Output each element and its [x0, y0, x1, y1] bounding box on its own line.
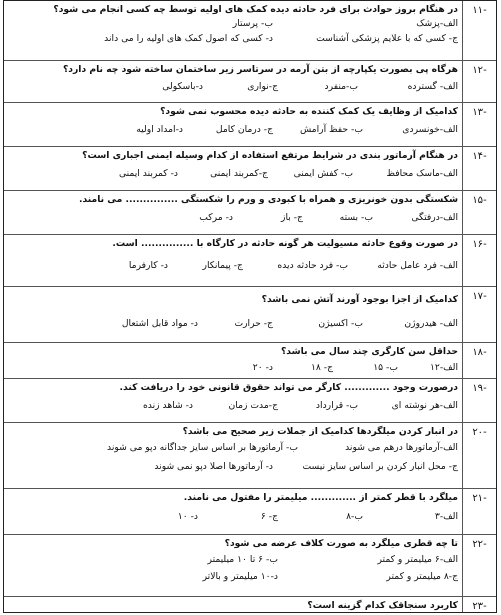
option-a[interactable]: الف-پزشک — [416, 18, 458, 29]
option-d[interactable]: د- کسی که اصول کمک های اولیه را می داند — [104, 33, 273, 44]
option-d[interactable]: د- کمربند ایمنی — [118, 168, 178, 179]
question-row — [4, 235, 496, 287]
question-number: -۱۹ — [462, 379, 496, 422]
option-a[interactable]: الف-۳ — [434, 511, 458, 522]
option-d[interactable]: د-۱۰ میلیمتر و بالاتر — [202, 571, 278, 582]
question-text: درصورت وجود ............. کارگر می تواند حقوق قانونی خود را دریافت کند. — [119, 382, 458, 393]
question-number: -۱۸ — [462, 343, 496, 378]
question-text: میلگرد با قطر کمتر از ............. میلیمتر را مفتول می نامند. — [183, 492, 458, 503]
option-d[interactable]: د- کارفرما — [128, 260, 168, 271]
option-c[interactable]: ج- حرارت — [234, 318, 273, 329]
question-row — [4, 61, 496, 103]
option-a[interactable]: الف- فرد عامل حادثه — [377, 260, 458, 271]
question-text: کاربرد سنجاقک کدام گزینه است؟ — [307, 600, 458, 611]
question-text: در هنگام آرماتور بندی در شرایط مرتفع استفاده از کدام وسیله ایمنی اجباری است؟ — [82, 150, 458, 161]
option-b[interactable]: ب- قرارداد — [315, 400, 358, 411]
exam-sheet — [3, 0, 497, 613]
question-row — [4, 103, 496, 147]
question-number: -۱۱ — [462, 1, 496, 60]
option-c[interactable]: ج- ۶ — [260, 511, 278, 522]
question-text: در هنگام بروز حوادث برای فرد حادثه دیده کمک های اولیه توسط چه کسی انجام می شود؟ — [53, 4, 458, 15]
option-a[interactable]: الف- گسترده — [407, 81, 458, 92]
question-text: تا چه قطری میلگرد به صورت کلاف عرضه می شود؟ — [224, 538, 458, 549]
option-d[interactable]: د-امداد اولیه — [136, 124, 183, 135]
option-b[interactable]: ب- پرستار — [232, 18, 273, 29]
question-number: -۲۱ — [462, 489, 496, 534]
question-text: حداقل سن کارگری چند سال می باشد؟ — [280, 346, 458, 357]
option-a[interactable]: الف-درفتگی — [411, 212, 458, 223]
question-row — [4, 343, 496, 379]
question-row — [4, 191, 496, 235]
option-b[interactable]: ب-منفرد — [324, 81, 358, 92]
question-row — [4, 423, 496, 489]
question-row — [4, 489, 496, 535]
option-a[interactable]: الف-۶ میلیمتر و کمتر — [377, 554, 458, 565]
question-row — [4, 1, 496, 61]
question-number: -۱۶ — [462, 235, 496, 286]
question-number: -۱۵ — [462, 191, 496, 234]
option-b[interactable]: ب-۸ — [346, 511, 363, 522]
option-c[interactable]: ج- باز — [281, 212, 303, 223]
option-d[interactable]: د- مواد قابل اشتعال — [121, 318, 198, 329]
option-c[interactable]: ج- محل انبار کردن بر اساس سایز نیست — [302, 461, 458, 472]
question-text: در انبار کردن میلگردها کدامیک از جملات زیر صحیح می باشد؟ — [182, 426, 458, 437]
option-d[interactable]: د- ۲۰ — [252, 362, 273, 373]
question-number: -۱۲ — [462, 61, 496, 102]
option-b[interactable]: ب- اکسیژن — [318, 318, 363, 329]
option-b[interactable]: ب- بسته — [339, 212, 373, 223]
option-d[interactable]: د- ۱۰ — [177, 511, 198, 522]
option-a[interactable]: الف-هر نوشته ای — [391, 400, 458, 411]
question-row — [4, 597, 496, 613]
question-number: -۲۳ — [462, 597, 496, 613]
question-row — [4, 379, 496, 423]
option-c[interactable]: ج-مدت زمان — [228, 400, 278, 411]
option-d[interactable]: د- مرکب — [199, 212, 233, 223]
option-b[interactable]: ب- ۱۵ — [373, 362, 398, 373]
question-row — [4, 287, 496, 343]
question-row — [4, 147, 496, 191]
option-d[interactable]: د- شاهد زنده — [142, 400, 193, 411]
question-text: هرگاه پی بصورت یکپارچه از بتن آرمه در سرتاسر زیر ساختمان ساخته شود چه نام دارد؟ — [62, 64, 458, 75]
option-c[interactable]: ج- کسی که با علایم پزشکی آشناست — [316, 33, 458, 44]
question-number: -۱۷ — [462, 287, 496, 342]
question-text: کدامیک از اجزا بوجود آورند آتش نمی باشد؟ — [261, 294, 458, 305]
option-a[interactable]: الف-۱۲ — [429, 362, 458, 373]
question-number: -۱۴ — [462, 147, 496, 190]
question-text: در صورت وقوع حادثه مسیولیت هر گونه حادثه در کارگاه با ............... است. — [112, 238, 458, 249]
option-c[interactable]: ج-۸ میلیمتر و کمتر — [386, 571, 458, 582]
option-a[interactable]: الف-خونسردی — [402, 124, 458, 135]
option-b[interactable]: ب- کفش ایمنی — [293, 168, 353, 179]
option-b[interactable]: ب- ۶ تا ۱۰ میلیمتر — [207, 554, 278, 565]
question-number: -۲۲ — [462, 535, 496, 596]
option-d[interactable]: د-باسکولی — [162, 81, 203, 92]
question-number: -۱۳ — [462, 103, 496, 146]
option-b[interactable]: ب- حفظ آرامش — [299, 124, 363, 135]
option-a[interactable]: الف-آرماتورها درهم می شوند — [345, 442, 458, 453]
option-a[interactable]: الف-ماسک محافظ — [386, 168, 458, 179]
option-c[interactable]: ج- درمان کامل — [215, 124, 273, 135]
question-row — [4, 535, 496, 597]
question-text: کدامیک از وظایف یک کمک کننده به حادثه دیده محسوب نمی شود؟ — [160, 106, 458, 117]
option-c[interactable]: ج- پیمانکار — [202, 260, 243, 271]
option-b[interactable]: ب- آرماتورها بر اساس سایز جداگانه دپو می شوند — [107, 442, 298, 453]
question-number: -۲۰ — [462, 423, 496, 488]
option-b[interactable]: ب- فرد حادثه دیده — [277, 260, 348, 271]
option-d[interactable]: د- آرماتورها اصلا دپو نمی شوند — [154, 461, 273, 472]
option-c[interactable]: ج-نواری — [247, 81, 278, 92]
question-text: شکستگی بدون خونریزی و همراه با کبودی و ورم را شکستگی ............... می نامند. — [78, 194, 458, 205]
option-a[interactable]: الف- هیدروژن — [404, 318, 458, 329]
option-c[interactable]: ج-کمربند ایمنی — [210, 168, 268, 179]
option-c[interactable]: ج- ۱۸ — [310, 362, 333, 373]
